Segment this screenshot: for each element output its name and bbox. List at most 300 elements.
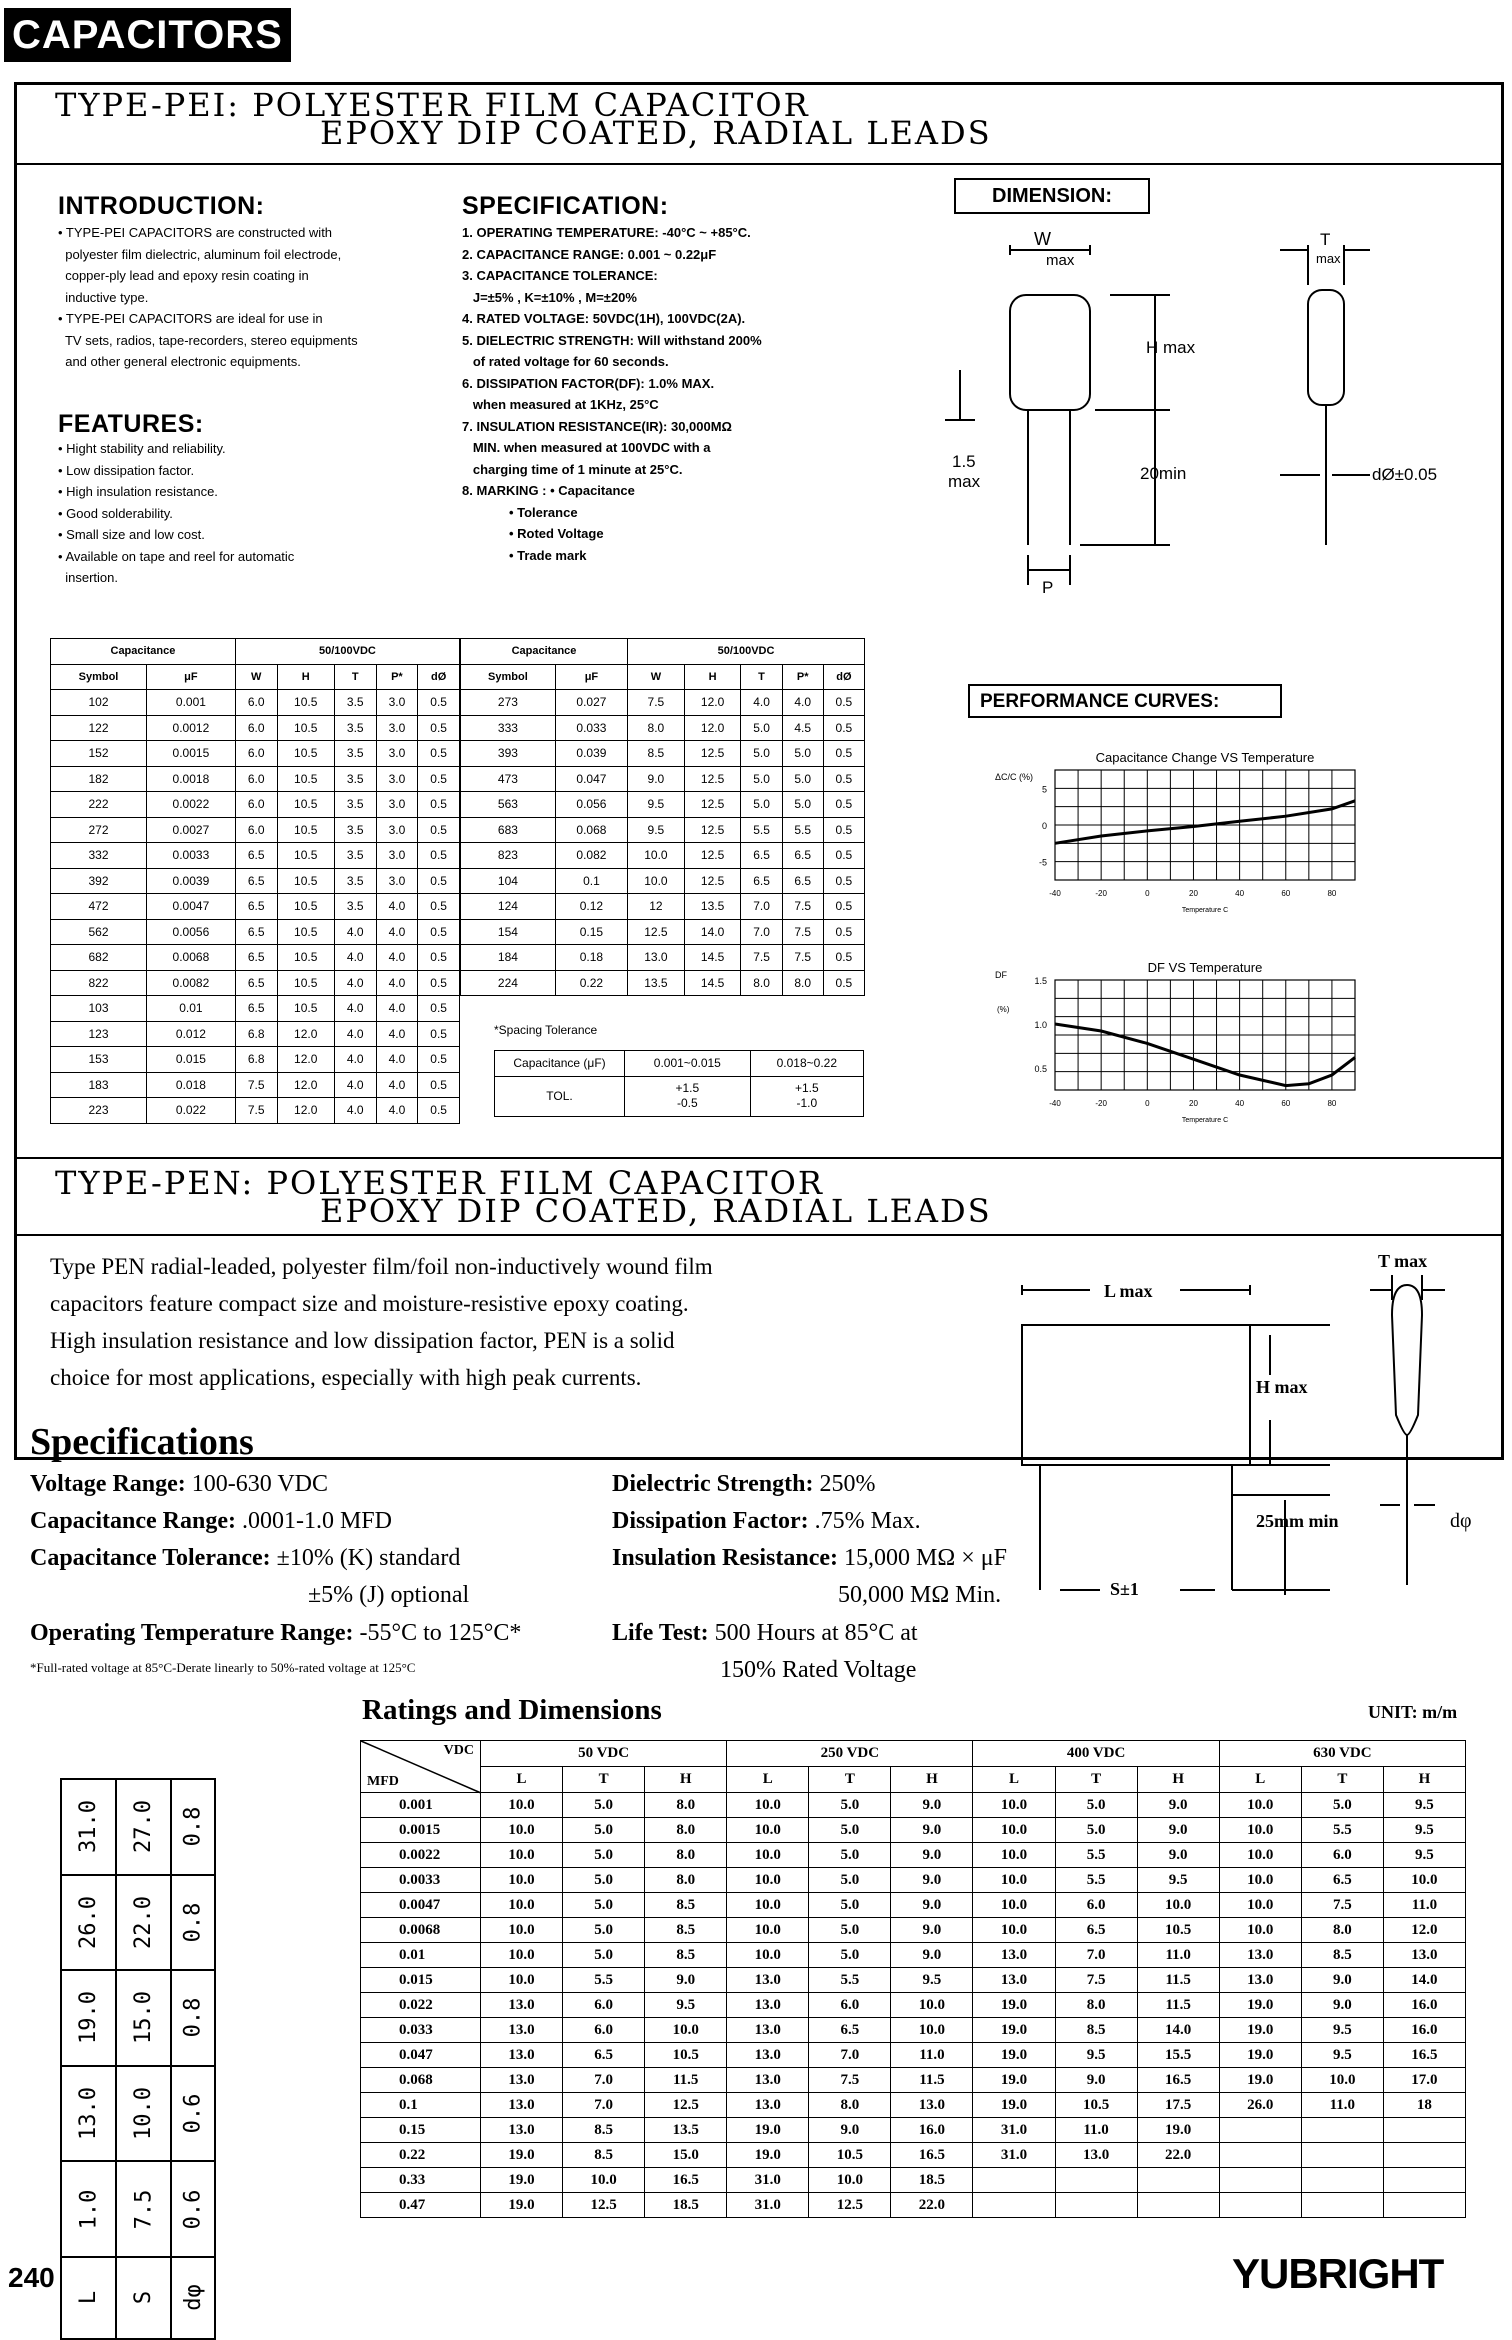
table-cell	[1383, 2193, 1465, 2218]
table-cell: 5.0	[1055, 1793, 1137, 1818]
series-line	[1055, 1024, 1355, 1086]
feature-item: • High insulation resistance.	[58, 484, 218, 499]
lead-header-text: S	[130, 2291, 156, 2305]
table-cell: 9.0	[891, 1793, 973, 1818]
table-cell: 0.012	[146, 1021, 235, 1047]
table-cell: 10.5	[277, 817, 334, 843]
table-cell: 0.5	[418, 715, 460, 741]
table-cell: 9.5	[628, 792, 685, 818]
table-cell: 31.0	[973, 2143, 1055, 2168]
pei-features-list	[58, 438, 428, 589]
table-cell: 0.18	[555, 945, 627, 971]
cap-value: .0001-1.0 MFD	[241, 1508, 392, 1534]
table-row	[461, 741, 865, 767]
table-cell: 8.0	[628, 715, 685, 741]
pen-intro-line: choice for most applications, especially with high peak currents.	[50, 1365, 642, 1390]
table-cell	[1301, 2118, 1383, 2143]
lead-value-text: 31.0	[75, 1800, 101, 1854]
table-cell	[973, 2193, 1055, 2218]
table-cell	[1301, 2193, 1383, 2218]
table-cell	[1219, 2143, 1301, 2168]
dim-w: W	[1034, 229, 1051, 249]
column-header: Symbol	[461, 664, 556, 690]
dissipation-factor	[612, 1503, 921, 1540]
table-cell: 9.0	[891, 1893, 973, 1918]
table-cell: 3.0	[376, 843, 418, 869]
pen-h-max: H max	[1256, 1377, 1308, 1397]
table-cell: 31.0	[973, 2118, 1055, 2143]
table-cell: 19.0	[727, 2118, 809, 2143]
table-cell: 13.5	[684, 894, 741, 920]
table-row	[361, 1843, 1466, 1868]
table-cell: 7.5	[782, 945, 823, 971]
table-cell: 6.5	[782, 868, 823, 894]
table-cell: 153	[51, 1047, 147, 1073]
x-tick-label: 0	[1145, 889, 1150, 898]
table-cell: 7.0	[741, 919, 782, 945]
table-cell: 0.0015	[146, 741, 235, 767]
lead-value-text: 0.8	[180, 1998, 206, 2038]
table-cell: 7.5	[1301, 1893, 1383, 1918]
dim-lead-d: dØ±0.05	[1372, 465, 1438, 484]
y-tick-label: -5	[1038, 857, 1047, 868]
table-cell: 3.5	[334, 868, 376, 894]
lead-value-text: 13.0	[75, 2087, 101, 2141]
table-cell: 10.5	[1137, 1918, 1219, 1943]
spec-line: • Trade mark	[462, 547, 587, 563]
x-tick-label: 80	[1327, 889, 1337, 898]
pen-intro-line: High insulation resistance and low dissipation factor, PEN is a solid	[50, 1328, 675, 1353]
pen-25mm-min: 25mm min	[1256, 1511, 1339, 1531]
dim-h-max: H max	[1146, 338, 1196, 357]
table-cell: 5.0	[563, 1918, 645, 1943]
table-cell: 13.0	[481, 2043, 563, 2068]
table-row	[51, 1047, 460, 1073]
table-cell: 683	[461, 817, 556, 843]
cap-label: Capacitance Range:	[30, 1508, 236, 1534]
table-cell: 8.0	[645, 1793, 727, 1818]
table-cell: 10.0	[973, 1793, 1055, 1818]
table-cell: 7.5	[741, 945, 782, 971]
sub-col-header: T	[809, 1767, 891, 1793]
table-cell: 16.0	[891, 2118, 973, 2143]
table-cell: 10.5	[277, 996, 334, 1022]
table-cell: 6.8	[235, 1021, 277, 1047]
table-row	[361, 1943, 1466, 1968]
table-cell: 0.5	[418, 690, 460, 716]
table-cell: 0.5	[418, 1098, 460, 1124]
mfd-cell: 0.01	[361, 1943, 481, 1968]
pen-intro-line: capacitors feature compact size and moisture-resistive epoxy coating.	[50, 1291, 689, 1316]
lead-value	[117, 1780, 170, 1876]
lead-value	[117, 2067, 170, 2163]
lead-value-text: 0.8	[180, 1902, 206, 1943]
table-cell: 392	[51, 868, 147, 894]
table-cell: 10.5	[277, 715, 334, 741]
pei-features-heading: FEATURES:	[58, 410, 204, 438]
table-cell: 6.0	[1055, 1893, 1137, 1918]
table-row	[51, 868, 460, 894]
table-cell: 3.0	[376, 817, 418, 843]
y-axis-label: ΔC/C (%)	[995, 772, 1034, 782]
table-cell: 16.0	[1383, 1993, 1465, 2018]
chart-title: Capacitance Change VS Temperature	[1095, 750, 1315, 765]
spacing-range2: 0.018~0.22	[750, 1051, 863, 1077]
table-cell: 4.0	[376, 996, 418, 1022]
table-cell: 16.5	[1137, 2068, 1219, 2093]
table-cell: 11.0	[1055, 2118, 1137, 2143]
table-cell: 7.0	[563, 2093, 645, 2118]
table-cell: 6.0	[809, 1993, 891, 2018]
table-cell: 5.0	[809, 1868, 891, 1893]
y-tick-label: 1.5	[1034, 976, 1047, 986]
table-cell: 19.0	[1219, 2018, 1301, 2043]
table-cell: 10.5	[277, 792, 334, 818]
units-label: UNIT: m/m	[1368, 1702, 1458, 1722]
table-cell: 9.0	[891, 1818, 973, 1843]
brand-logo: YUBRIGHT	[1232, 2250, 1444, 2297]
table-row	[461, 945, 865, 971]
table-cell: 6.5	[741, 868, 782, 894]
cap-header: Capacitance	[461, 639, 628, 665]
table-cell: 0.5	[823, 868, 864, 894]
table-cell: 5.0	[782, 766, 823, 792]
table-row	[461, 868, 865, 894]
pen-title-line2: EPOXY DIP COATED, RADIAL LEADS	[320, 1192, 992, 1230]
table-cell: 223	[51, 1098, 147, 1124]
table-cell: 0.5	[418, 817, 460, 843]
lead-value-text: 0.6	[180, 2093, 206, 2134]
y-tick-label: 0.5	[1034, 1064, 1047, 1074]
table-cell: 0.22	[555, 970, 627, 996]
dim-lead: 1.5	[952, 452, 976, 471]
table-cell: 4.0	[376, 1047, 418, 1073]
table-cell: 9.0	[809, 2118, 891, 2143]
table-cell: 18.5	[645, 2193, 727, 2218]
table-cell: 6.5	[782, 843, 823, 869]
table-cell: 13.0	[727, 2018, 809, 2043]
table-cell: 10.0	[481, 1868, 563, 1893]
pei-title-line1: TYPE-PEI: POLYESTER FILM CAPACITOR	[55, 86, 810, 124]
table-cell: 152	[51, 741, 147, 767]
column-header: P*	[782, 664, 823, 690]
spacing-tol2	[750, 1076, 863, 1116]
table-cell: 6.0	[235, 766, 277, 792]
table-cell: 12.5	[684, 741, 741, 767]
table-cell: 12.0	[684, 715, 741, 741]
table-cell: 12.0	[277, 1021, 334, 1047]
table-cell: 4.5	[782, 715, 823, 741]
table-cell: 0.0018	[146, 766, 235, 792]
table-cell: 14.0	[1383, 1968, 1465, 1993]
table-cell: 4.0	[334, 1047, 376, 1073]
tol2-plus: +1.5	[794, 1081, 819, 1095]
table-cell: 5.5	[563, 1968, 645, 1993]
spec-line: 3. CAPACITANCE TOLERANCE:	[462, 268, 658, 283]
table-cell: 10.0	[1219, 1793, 1301, 1818]
sub-col-header: H	[1383, 1767, 1465, 1793]
spec-line: MIN. when measured at 100VDC with a	[462, 440, 711, 455]
feature-item: • Good solderability.	[58, 505, 173, 521]
table-row	[51, 817, 460, 843]
table-cell: 18	[1383, 2093, 1465, 2118]
table-cell: 563	[461, 792, 556, 818]
table-cell: 5.0	[782, 792, 823, 818]
table-cell: 13.0	[481, 2118, 563, 2143]
table-cell: 10.0	[481, 1818, 563, 1843]
table-row	[51, 792, 460, 818]
table-cell: 9.0	[1301, 1993, 1383, 2018]
table-cell: 9.0	[1301, 1968, 1383, 1993]
table-cell: 0.068	[555, 817, 627, 843]
lead-value-text: 10.0	[130, 2087, 156, 2141]
table-cell: 19.0	[481, 2193, 563, 2218]
table-cell: 5.0	[563, 1868, 645, 1893]
spec-line: 6. DISSIPATION FACTOR(DF): 1.0% MAX.	[462, 375, 715, 391]
table-cell: 7.0	[1055, 1943, 1137, 1968]
table-row	[51, 894, 460, 920]
table-cell: 0.5	[823, 766, 864, 792]
table-cell: 13.5	[645, 2118, 727, 2143]
table-cell: 822	[51, 970, 147, 996]
table-cell: 5.0	[809, 1943, 891, 1968]
lead-value	[117, 1971, 170, 2067]
table-cell: 6.0	[235, 715, 277, 741]
table-row	[51, 945, 460, 971]
sub-col-header: H	[645, 1767, 727, 1793]
table-cell: 19.0	[973, 2018, 1055, 2043]
table-cell: 0.047	[555, 766, 627, 792]
table-cell: 12.5	[684, 868, 741, 894]
table-cell	[1383, 2168, 1465, 2193]
sub-col-header: L	[727, 1767, 809, 1793]
table-cell: 19.0	[973, 2093, 1055, 2118]
table-cell: 16.5	[891, 2143, 973, 2168]
spec-line: 2. CAPACITANCE RANGE: 0.001 ~ 0.22μF	[462, 246, 717, 262]
mfd-cell: 0.015	[361, 1968, 481, 1993]
table-cell: 13.0	[727, 1968, 809, 1993]
mfd-cell: 0.068	[361, 2068, 481, 2093]
table-cell: 16.5	[1383, 2043, 1465, 2068]
table-cell: 19.0	[481, 2143, 563, 2168]
spec-line: 4. RATED VOLTAGE: 50VDC(1H), 100VDC(2A).	[462, 311, 746, 326]
table-cell: 0.5	[418, 1047, 460, 1073]
feature-item: • Hight stability and reliability.	[58, 441, 226, 456]
life-label: Life Test:	[612, 1620, 709, 1646]
table-cell: 7.5	[809, 2068, 891, 2093]
table-cell: 6.5	[563, 2043, 645, 2068]
table-row	[361, 2168, 1466, 2193]
table-cell: 10.0	[727, 1893, 809, 1918]
pen-title-line1: TYPE-PEN: POLYESTER FILM CAPACITOR	[55, 1164, 824, 1202]
column-header: μF	[555, 664, 627, 690]
table-cell: 13.0	[1055, 2143, 1137, 2168]
table-cell: 5.0	[809, 1893, 891, 1918]
table-cell: 31.0	[727, 2168, 809, 2193]
table-cell: 3.5	[334, 792, 376, 818]
mfd-label: MFD	[367, 1774, 399, 1789]
lead-value-text: 15.0	[130, 1991, 156, 2045]
table-cell: 3.5	[334, 690, 376, 716]
table-cell: 4.0	[334, 945, 376, 971]
table-cell: 0.5	[823, 741, 864, 767]
table-cell: 10.0	[481, 1843, 563, 1868]
capacitance-range	[30, 1503, 392, 1540]
table-cell: 4.0	[376, 919, 418, 945]
table-cell: 0.5	[418, 741, 460, 767]
table-cell: 10.0	[727, 1918, 809, 1943]
table-cell: 10.5	[277, 919, 334, 945]
table-cell: 7.5	[235, 1098, 277, 1124]
lead-header	[62, 2258, 115, 2338]
table-cell: 0.033	[555, 715, 627, 741]
table-cell: 6.5	[741, 843, 782, 869]
table-cell: 19.0	[973, 2068, 1055, 2093]
ratings-heading: Ratings and Dimensions	[362, 1694, 662, 1726]
table-cell: 8.0	[741, 970, 782, 996]
table-cell: 122	[51, 715, 147, 741]
table-row	[51, 690, 460, 716]
table-cell: 472	[51, 894, 147, 920]
table-cell: 16.0	[1383, 2018, 1465, 2043]
table-cell: 0.015	[146, 1047, 235, 1073]
table-cell: 6.5	[235, 894, 277, 920]
dim-p: P	[1042, 578, 1054, 597]
table-cell: 8.0	[645, 1818, 727, 1843]
table-cell: 19.0	[1219, 2043, 1301, 2068]
table-cell: 12.0	[1383, 1918, 1465, 1943]
x-tick-label: -20	[1095, 1099, 1107, 1108]
spec-line: charging time of 1 minute at 25°C.	[462, 461, 683, 477]
table-cell: 104	[461, 868, 556, 894]
pen-spacing: S±1	[1110, 1579, 1139, 1599]
table-cell: 7.5	[782, 919, 823, 945]
table-row	[361, 1968, 1466, 1993]
table-cell: 103	[51, 996, 147, 1022]
y-unit-label: (%)	[997, 1005, 1010, 1014]
table-cell: 8.5	[1055, 2018, 1137, 2043]
temp-value: -55°C to 125°C*	[359, 1620, 522, 1646]
capacitance-tolerance	[30, 1540, 460, 1577]
table-cell: 0.5	[418, 894, 460, 920]
table-cell: 15.0	[645, 2143, 727, 2168]
table-cell: 22.0	[1137, 2143, 1219, 2168]
table-cell: 10.0	[727, 1793, 809, 1818]
tol-label: Capacitance Tolerance:	[30, 1545, 271, 1571]
table-cell: 10.5	[277, 766, 334, 792]
table-cell: 0.0022	[146, 792, 235, 818]
table-cell	[1055, 2193, 1137, 2218]
feature-item: • Low dissipation factor.	[58, 462, 195, 478]
mfd-cell: 0.001	[361, 1793, 481, 1818]
dielectric-strength	[612, 1466, 875, 1503]
table-cell: 184	[461, 945, 556, 971]
table-cell: 0.5	[823, 792, 864, 818]
intro-line: TV sets, radios, tape-recorders, stereo equipments	[58, 332, 358, 348]
mfd-cell: 0.0015	[361, 1818, 481, 1843]
table-cell: 9.5	[1383, 1818, 1465, 1843]
page-number: 240	[8, 2262, 55, 2293]
table-cell: 11.5	[645, 2068, 727, 2093]
table-cell: 9.5	[1383, 1843, 1465, 1868]
column-header: H	[277, 664, 334, 690]
table-cell: 5.5	[1055, 1868, 1137, 1893]
spacing-cap-label: Capacitance (μF)	[495, 1051, 625, 1077]
table-cell: 3.5	[334, 817, 376, 843]
lead-header	[117, 2258, 170, 2338]
column-header: T	[741, 664, 782, 690]
table-cell: 823	[461, 843, 556, 869]
table-cell: 17.5	[1137, 2093, 1219, 2118]
table-cell: 19.0	[1219, 2068, 1301, 2093]
table-cell: 12	[628, 894, 685, 920]
table-row	[461, 715, 865, 741]
table-cell: 393	[461, 741, 556, 767]
sub-col-header: L	[481, 1767, 563, 1793]
table-cell	[1137, 2168, 1219, 2193]
table-cell: 473	[461, 766, 556, 792]
table-cell: 10.0	[1219, 1818, 1301, 1843]
table-cell: 12.0	[277, 1047, 334, 1073]
table-cell	[1137, 2193, 1219, 2218]
table-cell: 0.082	[555, 843, 627, 869]
table-row	[51, 1098, 460, 1124]
ir-value1: 15,000 MΩ × μF	[844, 1545, 1007, 1571]
table-cell: 10.0	[727, 1818, 809, 1843]
table-cell: 12.5	[809, 2193, 891, 2218]
lead-value	[62, 1780, 115, 1876]
table-cell: 5.0	[741, 792, 782, 818]
table-cell: 6.5	[1055, 1918, 1137, 1943]
table-cell: 5.5	[741, 817, 782, 843]
table-cell: 0.0068	[146, 945, 235, 971]
intro-line: inductive type.	[58, 289, 149, 305]
voltage-label: Voltage Range:	[30, 1471, 186, 1497]
sub-col-header: T	[1055, 1767, 1137, 1793]
table-cell: 4.0	[334, 1098, 376, 1124]
pei-dimension-diagram	[930, 215, 1500, 615]
table-cell: 154	[461, 919, 556, 945]
column-header: W	[628, 664, 685, 690]
table-cell: 8.5	[563, 2118, 645, 2143]
vdc-mfd-header	[361, 1741, 481, 1793]
table-cell	[1055, 2168, 1137, 2193]
voltage-400: 400 VDC	[973, 1741, 1219, 1767]
x-tick-label: 60	[1281, 1099, 1291, 1108]
series-line	[1055, 801, 1355, 844]
table-row	[361, 2093, 1466, 2118]
table-cell: 9.0	[1055, 2068, 1137, 2093]
dimension-heading: DIMENSION:	[954, 178, 1150, 214]
table-cell: 10.0	[891, 1993, 973, 2018]
table-cell: 10.0	[481, 1943, 563, 1968]
df-label: Dissipation Factor:	[612, 1508, 809, 1534]
spacing-tolerance-table	[494, 1050, 864, 1117]
table-cell: 6.5	[235, 945, 277, 971]
table-cell: 273	[461, 690, 556, 716]
table-cell: 0.12	[555, 894, 627, 920]
table-cell: 3.0	[376, 868, 418, 894]
mfd-cell: 0.0068	[361, 1918, 481, 1943]
lead-value	[62, 2067, 115, 2163]
table-cell: 8.5	[1301, 1943, 1383, 1968]
lead-value-text: 26.0	[75, 1895, 101, 1949]
tol1-minus: -0.5	[676, 1096, 698, 1110]
intro-line: polyester film dielectric, aluminum foil electrode,	[58, 246, 342, 262]
table-row	[361, 2143, 1466, 2168]
table-cell: 10.5	[277, 894, 334, 920]
table-cell: 12.5	[684, 817, 741, 843]
